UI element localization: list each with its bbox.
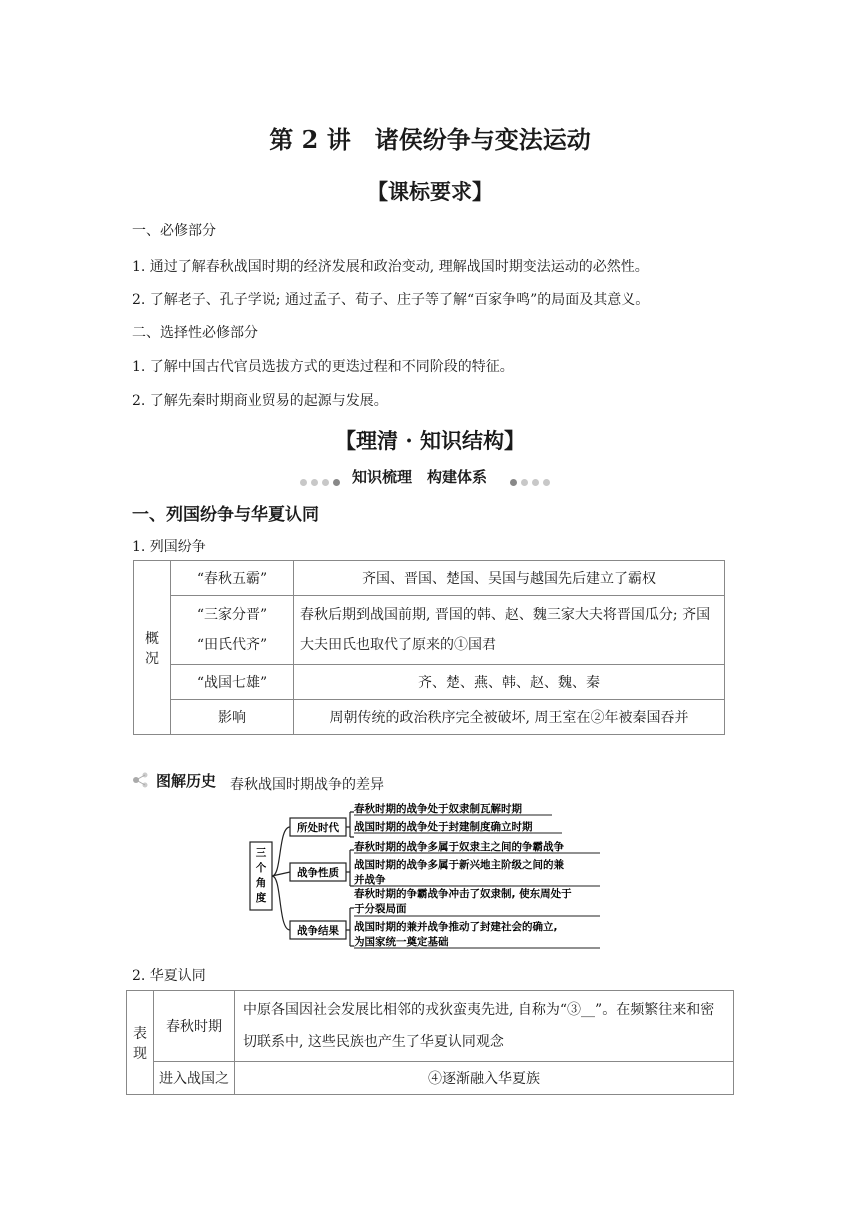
structure-heading: 【理清 · 知识结构】 [335, 428, 525, 453]
banner-text: 知识梳理 构建体系 [352, 468, 488, 486]
section1-heading: 一、列国纷争与华夏认同 [132, 505, 319, 525]
kebiao-line: 一、必修部分 [132, 223, 216, 239]
sub-heading: 1. 列国纷争 [132, 539, 206, 555]
group-cell: 表现 [127, 991, 154, 1095]
branch-item: 于分裂局面 [354, 903, 407, 915]
row-text: ④逐渐融入华夏族 [235, 1062, 734, 1095]
kebiao-line: 1. 通过了解春秋战国时期的经济发展和政治变动, 理解战国时期变法运动的必然性。 [132, 259, 649, 275]
dots-left-icon [300, 471, 344, 490]
branch-item: 春秋时期的战争处于奴隶制瓦解时期 [354, 803, 522, 815]
branch-name: 所处时代 [297, 822, 339, 834]
branch-item: 战国时期的兼并战争推动了封建社会的确立, [354, 921, 558, 933]
branch-name: 战争结果 [297, 925, 339, 937]
page-title: 第 2 讲 诸侯纷争与变法运动 [269, 125, 591, 154]
huaxia-table [126, 990, 734, 1095]
branch-item: 春秋时期的战争多属于奴隶主之间的争霸战争 [354, 841, 564, 853]
row-text: 周朝传统的政治秩序完全被破坏, 周王室在②年被秦国吞并 [294, 700, 725, 735]
root-char: 度 [255, 892, 267, 904]
kebiao-line: 2. 了解先秦时期商业贸易的起源与发展。 [132, 393, 388, 409]
row-label: “春秋五霸” [171, 561, 294, 596]
row-text: 春秋后期到战国前期, 晋国的韩、赵、魏三家大夫将晋国瓜分; 齐国大夫田氏也取代了原来的①国君 [294, 596, 725, 665]
branch-name: 战争性质 [297, 867, 339, 879]
row-label: “战国七雄” [171, 665, 294, 700]
root-char: 三 [255, 847, 267, 859]
row-text: 齐、楚、燕、韩、赵、魏、秦 [294, 665, 725, 700]
sub-heading: 2. 华夏认同 [132, 968, 206, 984]
tujie-label: 图解历史 [156, 772, 217, 790]
kebiao-line: 2. 了解老子、孔子学说; 通过孟子、荀子、庄子等了解“百家争鸣”的局面及其意义。 [132, 292, 650, 308]
lieguo-table [133, 560, 725, 735]
row-label-a: “三家分晋” [196, 607, 268, 623]
root-char: 个 [255, 862, 267, 874]
row-label: 进入战国之 [154, 1062, 235, 1095]
kebiao-heading: 【课标要求】 [367, 179, 493, 204]
group-cell: 概况 [134, 561, 171, 735]
section-banner [300, 466, 560, 486]
war-difference-diagram [248, 800, 608, 960]
kebiao-line: 二、选择性必修部分 [132, 325, 258, 341]
row-text: 齐国、晋国、楚国、吴国与越国先后建立了霸权 [294, 561, 725, 596]
row-text: 中原各国因社会发展比相邻的戎狄蛮夷先进, 自称为“③__”。在频繁往来和密切联系中, 这些民族也产生了华夏认同观念 [235, 991, 734, 1062]
row-label-b: “田氏代齐” [196, 637, 268, 653]
tujie-icon [130, 771, 152, 789]
tujie-subtitle: 春秋战国时期战争的差异 [230, 777, 384, 793]
kebiao-line: 1. 了解中国古代官员选拔方式的更迭过程和不同阶段的特征。 [132, 359, 514, 375]
branch-item: 并战争 [354, 874, 386, 886]
row-label: 春秋时期 [154, 991, 235, 1062]
branch-item: 战国时期的战争处于封建制度确立时期 [354, 821, 533, 833]
branch-item: 春秋时期的争霸战争冲击了奴隶制, 使东周处于 [354, 888, 572, 900]
group-cell: 影响 [171, 700, 294, 735]
branch-item: 为国家统一奠定基础 [354, 936, 449, 948]
dots-right-icon [510, 471, 554, 490]
row-label [171, 596, 294, 665]
root-char: 角 [255, 877, 267, 889]
branch-item: 战国时期的战争多属于新兴地主阶级之间的兼 [354, 859, 564, 871]
